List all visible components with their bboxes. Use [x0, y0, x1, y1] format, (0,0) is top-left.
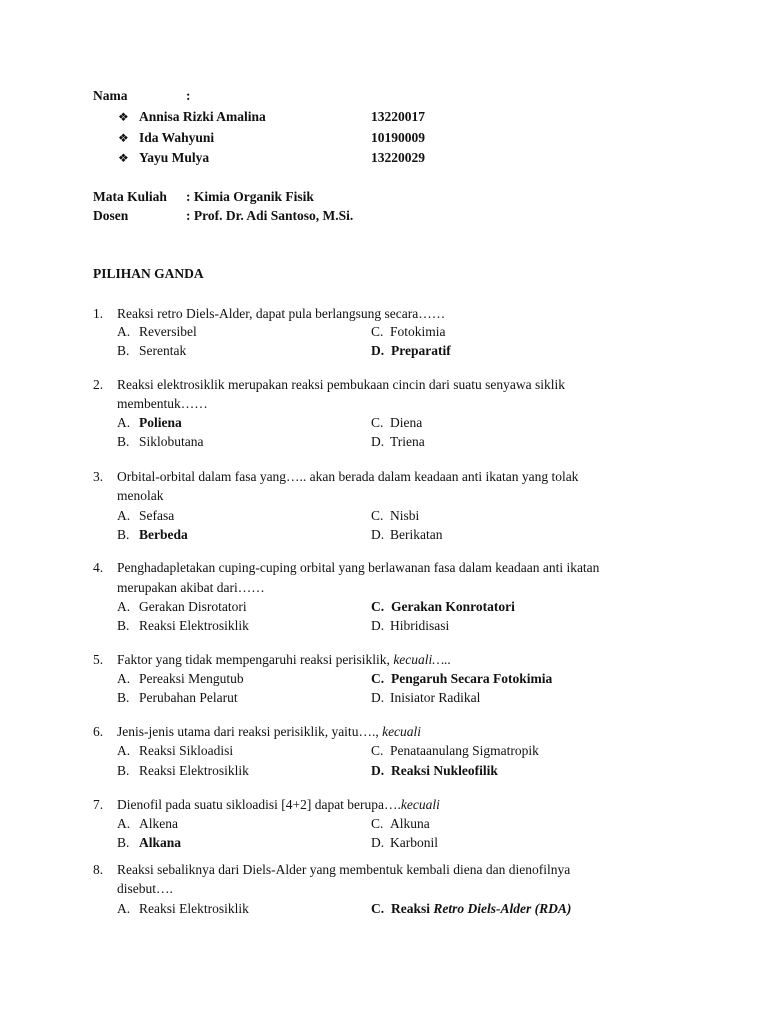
question-text-main: Dienofil pada suatu sikloadisi [4+2] dapat berupa….	[117, 797, 401, 812]
option-text: Inisiator Radikal	[390, 690, 481, 705]
option-letter: B.	[117, 763, 130, 778]
question-text: Penghadapletakan cuping-cuping orbital yang berlawanan fasa dalam keadaan anti ikatan	[117, 560, 600, 575]
option-text: Berikatan	[390, 527, 443, 542]
option-letter: D.	[371, 690, 385, 705]
option-letter: A.	[117, 671, 131, 686]
option-letter: A.	[117, 743, 131, 758]
question-text-main: Jenis-jenis utama dari reaksi perisiklik, yaitu….,	[117, 724, 383, 739]
option-text: Reaksi Elektrosiklik	[139, 618, 249, 633]
option-letter: B.	[117, 527, 130, 542]
member-name: Yayu Mulya	[139, 150, 210, 165]
question-text-emphasis: kecuali	[382, 724, 422, 739]
question-number: 8.	[93, 862, 104, 877]
question-number: 4.	[93, 560, 104, 575]
option-letter-correct: D.	[371, 763, 385, 778]
option-text: Triena	[390, 434, 425, 449]
mata-kuliah-value: : Kimia Organik Fisik	[186, 189, 314, 204]
option-text-emphasis: Retro Diels-Alder (RDA)	[433, 901, 572, 916]
option-letter: C.	[371, 324, 384, 339]
option-text: Reaksi Sikloadisi	[139, 743, 234, 758]
option-text-correct: Preparatif	[391, 343, 451, 358]
option-letter: D.	[371, 527, 385, 542]
option-letter: A.	[117, 901, 131, 916]
option-text: Gerakan Disrotatori	[139, 599, 247, 614]
question-text-main: Faktor yang tidak mempengaruhi reaksi perisiklik,	[117, 652, 394, 667]
diamond-bullet-icon: ❖	[118, 151, 129, 165]
option-letter: D.	[371, 434, 385, 449]
option-text: Sefasa	[139, 508, 175, 523]
option-letter: C.	[371, 508, 384, 523]
nama-label: Nama	[93, 88, 128, 103]
question-text	[117, 652, 451, 668]
question-text-emphasis: kecuali…..	[393, 652, 452, 667]
option-letter: D.	[371, 835, 385, 850]
option-text: Diena	[390, 415, 423, 430]
option-letter: A.	[117, 415, 131, 430]
question-number: 2.	[93, 377, 104, 392]
question-text	[117, 797, 440, 813]
option-letter: A.	[117, 324, 131, 339]
question-text: Orbital-orbital dalam fasa yang….. akan berada dalam keadaan anti ikatan yang tolak	[117, 469, 579, 484]
option-text: Alkuna	[390, 816, 430, 831]
question-number: 6.	[93, 724, 104, 739]
option-letter: B.	[117, 835, 130, 850]
option-text: Perubahan Pelarut	[139, 690, 238, 705]
option-text-correct: Gerakan Konrotatori	[391, 599, 515, 614]
mata-kuliah-label: Mata Kuliah	[93, 189, 167, 204]
question-number: 3.	[93, 469, 104, 484]
option-letter: C.	[371, 816, 384, 831]
option-text: Siklobutana	[139, 434, 204, 449]
question-text: Reaksi elektrosiklik merupakan reaksi pembukaan cincin dari suatu senyawa siklik	[117, 377, 565, 392]
question-number: 5.	[93, 652, 104, 667]
option-letter: A.	[117, 816, 131, 831]
question-text: Reaksi retro Diels-Alder, dapat pula berlangsung secara……	[117, 306, 446, 321]
option-letter: B.	[117, 618, 130, 633]
option-letter: B.	[117, 690, 130, 705]
dosen-value: : Prof. Dr. Adi Santoso, M.Si.	[186, 208, 354, 223]
option-text: Reversibel	[139, 324, 197, 339]
option-text-correct: Poliena	[139, 415, 182, 430]
question-number: 1.	[93, 306, 104, 321]
option-text: Alkena	[139, 816, 178, 831]
member-name: Ida Wahyuni	[139, 130, 215, 145]
option-letter: B.	[117, 343, 130, 358]
option-letter: A.	[117, 508, 131, 523]
option-text-correct: Reaksi Nukleofilik	[391, 763, 498, 778]
member-name: Annisa Rizki Amalina	[139, 109, 266, 124]
option-letter-correct: D.	[371, 343, 385, 358]
question-text: disebut….	[117, 881, 173, 896]
option-letter: C.	[371, 743, 384, 758]
member-nim: 13220029	[371, 150, 425, 165]
option-letter: A.	[117, 599, 131, 614]
option-letter: C.	[371, 415, 384, 430]
option-text-correct: Berbeda	[139, 527, 188, 542]
option-letter: D.	[371, 618, 385, 633]
option-text: Fotokimia	[390, 324, 446, 339]
question-text: menolak	[117, 488, 164, 503]
option-text: Reaksi Elektrosiklik	[139, 763, 249, 778]
member-nim: 10190009	[371, 130, 425, 145]
dosen-label: Dosen	[93, 208, 129, 223]
option-letter: B.	[117, 434, 130, 449]
question-text: Reaksi sebaliknya dari Diels-Alder yang membentuk kembali diena dan dienofilnya	[117, 862, 571, 877]
question-text-emphasis: kecuali	[400, 797, 440, 812]
diamond-bullet-icon: ❖	[118, 131, 129, 145]
option-letter-correct: C.	[371, 599, 385, 614]
question-number: 7.	[93, 797, 104, 812]
option-text: Penataanulang Sigmatropik	[390, 743, 539, 758]
option-text-correct	[391, 901, 571, 917]
option-text: Reaksi Elektrosiklik	[139, 901, 249, 916]
option-text-main: Reaksi	[391, 901, 434, 916]
diamond-bullet-icon: ❖	[118, 110, 129, 124]
question-text: membentuk……	[117, 396, 208, 411]
option-text: Nisbi	[390, 508, 420, 523]
option-text: Serentak	[139, 343, 187, 358]
option-text: Hibridisasi	[390, 618, 450, 633]
option-letter-correct: C.	[371, 901, 385, 916]
option-letter-correct: C.	[371, 671, 385, 686]
nama-colon: :	[186, 88, 191, 103]
member-nim: 13220017	[371, 109, 425, 124]
option-text: Pereaksi Mengutub	[139, 671, 244, 686]
question-text	[117, 724, 421, 740]
question-text: merupakan akibat dari……	[117, 580, 265, 595]
section-title: PILIHAN GANDA	[93, 266, 204, 281]
option-text-correct: Pengaruh Secara Fotokimia	[391, 671, 553, 686]
option-text: Karbonil	[390, 835, 438, 850]
option-text-correct: Alkana	[139, 835, 182, 850]
